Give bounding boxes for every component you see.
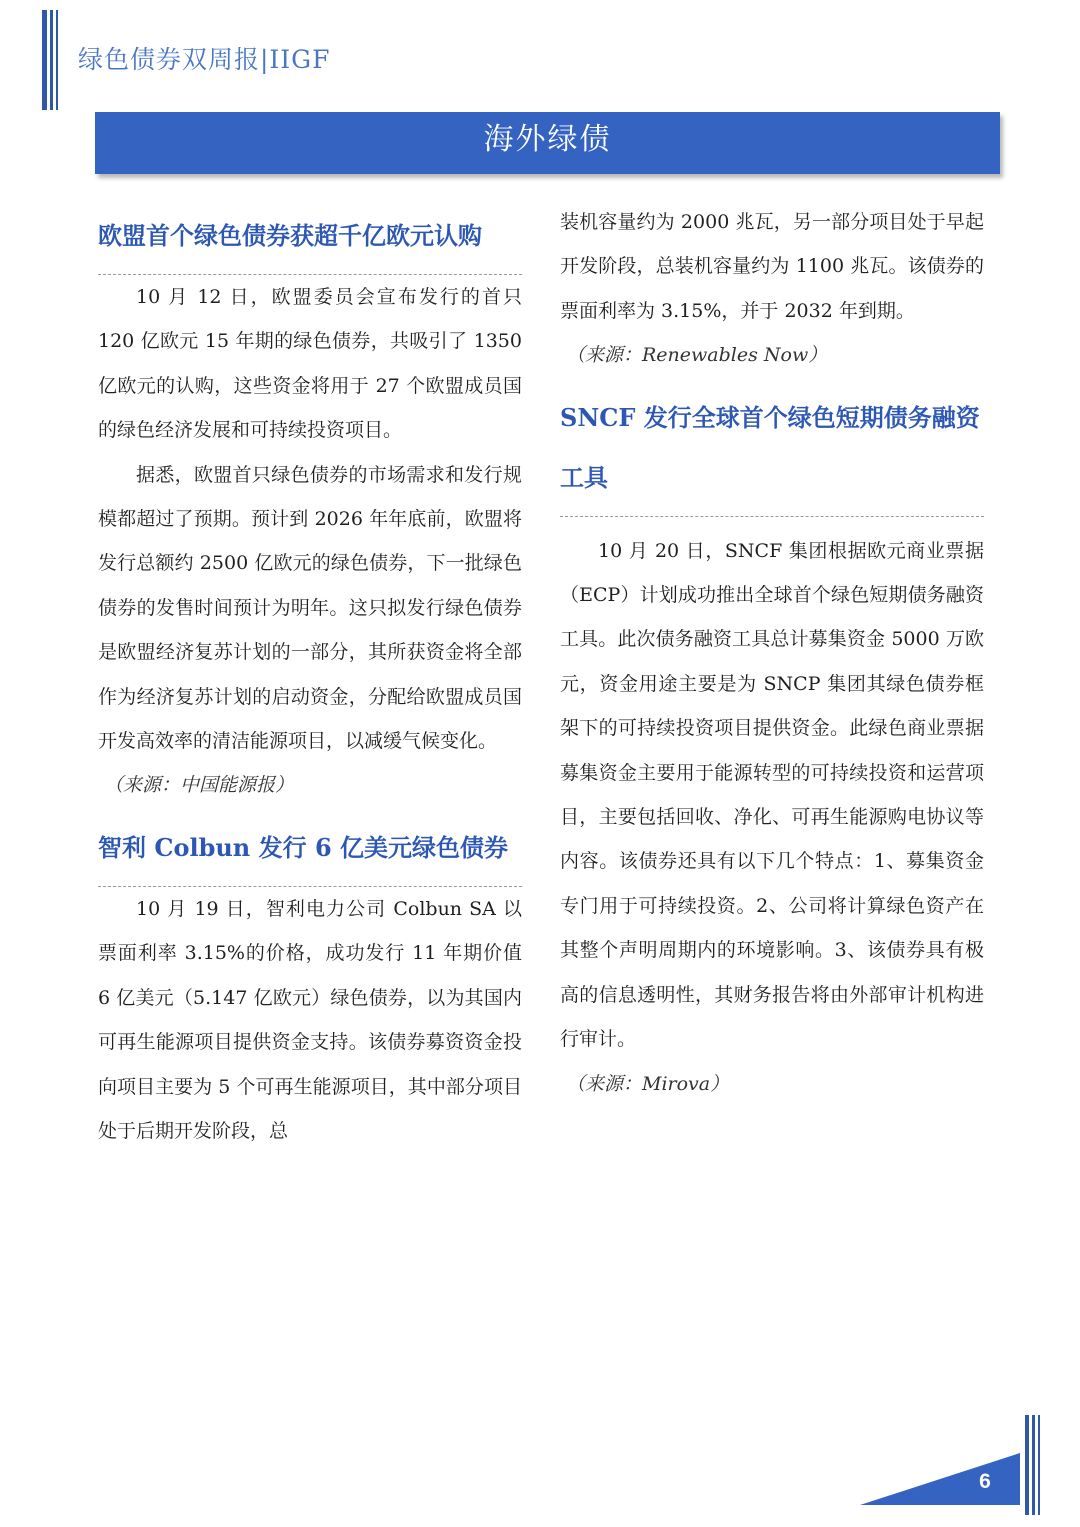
- article-source: （来源：中国能源报）: [104, 774, 295, 797]
- article-title-colbun: 智利 Colbun 发行 6 亿美元绿色债券: [98, 818, 522, 887]
- article-paragraph: 据悉，欧盟首只绿色债券的市场需求和发行规模都超过了预期。预计到 2026 年年底前，欧盟将发行总额约 2500 亿欧元的绿色债券，下一批绿色债券的发售时间预计为明年。这只拟发行绿色债券是欧盟经济复苏计划的一部分，其所获资金将全部作为经济复苏计划的启动资金，分配给欧盟成员国开发高效率的清洁能源项目，以减缓气候变化。: [98, 463, 522, 753]
- article-paragraph: 10 月 19 日，智利电力公司 Colbun SA 以票面利率 3.15%的价格，成功发行 11 年期价值 6 亿美元（5.147 亿欧元）绿色债券，以为其国内可再生能源项目提供资金支持。该债券募资资金投向项目主要为 5 个可再生能源项目，其中部分项目处于后期开发阶段，总: [98, 897, 522, 1142]
- article-source: （来源：Mirova）: [566, 1072, 730, 1095]
- publication-masthead: 绿色债券双周报|IIGF: [78, 45, 331, 74]
- article-title-eu: 欧盟首个绿色债券获超千亿欧元认购: [98, 206, 522, 275]
- page-number: 6: [979, 1470, 991, 1493]
- left-column: [98, 206, 522, 1153]
- article-paragraph: 10 月 12 日，欧盟委员会宣布发行的首只 120 亿欧元 15 年期的绿色债券，共吸引了 1350 亿欧元的认购，这些资金将用于 27 个欧盟成员国的绿色经济发展和可持续投资项目。: [98, 286, 522, 442]
- decorative-bars-top: [42, 10, 62, 110]
- article-title-sncf: SNCF 发行全球首个绿色短期债务融资工具: [560, 388, 984, 517]
- article-source: （来源：Renewables Now）: [566, 344, 828, 367]
- article-paragraph: 10 月 20 日，SNCF 集团根据欧元商业票据（ECP）计划成功推出全球首个绿色短期债务融资工具。此次债务融资工具总计募集资金 5000 万欧元，资金用途主要是为 SNCP 集团其绿色债券框架下的可持续投资项目提供资金。此绿色商业票据募集资金主要用于能源转型的可持续投资和运营项目，主要包括回收、净化、可再生能源购电协议等内容。该债券还具有以下几个特点：1、募集资金专门用于可持续投资。2、公司将计算绿色资产在其整个声明周期内的环境影响。3、该债券具有极高的信息透明性，其财务报告将由外部审计机构进行审计。: [560, 539, 984, 1051]
- right-column: [560, 200, 984, 1106]
- decorative-bars-bottom: [1025, 1415, 1045, 1515]
- article-paragraph-continued: 装机容量约为 2000 兆瓦，另一部分项目处于早起开发阶段，总装机容量约为 1100 兆瓦。该债券的票面利率为 3.15%，并于 2032 年到期。: [560, 211, 984, 322]
- section-banner: 海外绿债: [95, 112, 1000, 174]
